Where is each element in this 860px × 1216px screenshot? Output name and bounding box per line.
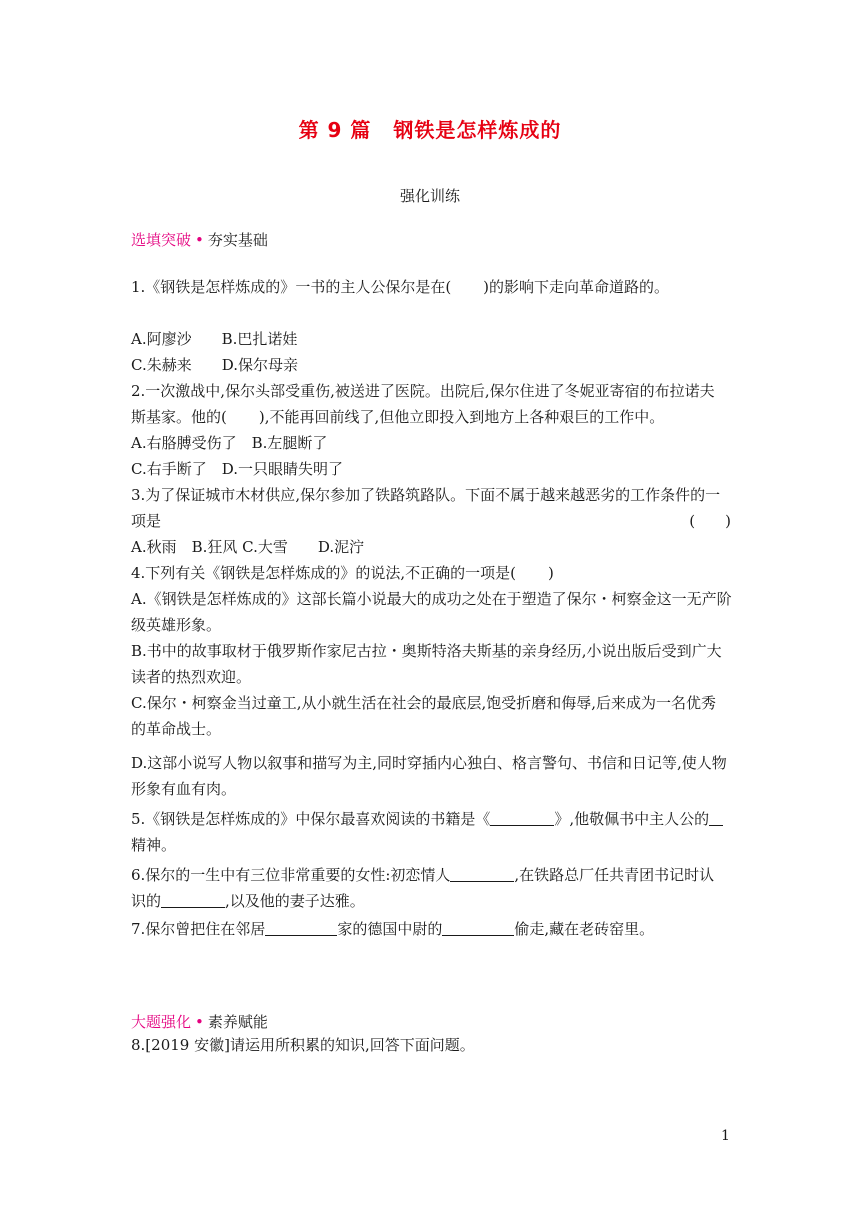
q6-text-end: ,以及他的妻子达雅。: [225, 892, 365, 910]
question-4-option-c-line-2: 的革命战士。: [131, 720, 222, 738]
section-heading-basics: [131, 229, 268, 250]
section-label: 素养赋能: [207, 1013, 268, 1031]
subtitle: 强化训练: [399, 187, 460, 205]
fill-blank[interactable]: [709, 811, 723, 826]
question-8: 8.[2019 安徽]请运用所积累的知识,回答下面问题。: [131, 1036, 475, 1054]
question-1-stem: [131, 277, 731, 297]
page-title: [0, 114, 860, 143]
question-4-option-d-line-1: D.这部小说写人物以叙事和描写为主,同时穿插内心独白、格言警句、书信和日记等,使人物: [131, 754, 727, 772]
q6-text-middle: ,在铁路总厂任共青团书记时认: [514, 866, 715, 884]
section-heading-advanced: [131, 1011, 268, 1032]
question-3-options: A.秋雨 B.狂风 C.大雪 D.泥泞: [131, 538, 365, 556]
question-2-line-2: [131, 407, 731, 427]
q3-line2-text: 项是: [131, 512, 162, 530]
question-4-option-c-line-1: C.保尔・柯察金当过童工,从小就生活在社会的最底层,饱受折磨和侮辱,后来成为一名优秀: [131, 694, 717, 712]
question-4-option-b-line-1: B.书中的故事取材于俄罗斯作家尼古拉・奥斯特洛夫斯基的亲身经历,小说出版后受到广大: [131, 642, 722, 660]
fill-blank[interactable]: [161, 893, 225, 908]
question-5-line-1: [131, 809, 731, 829]
question-3-line-1: 3.为了保证城市木材供应,保尔参加了铁路筑路队。下面不属于越来越恶劣的工作条件的一: [131, 486, 721, 504]
q7-text-start: 7.保尔曾把住在邻居: [131, 920, 266, 938]
q7-text-middle: 家的德国中尉的: [337, 920, 443, 938]
q1-stem-start: 1.《钢铁是怎样炼成的》一书的主人公保尔是在(: [131, 278, 452, 296]
section-accent: 选填突破: [131, 231, 192, 249]
question-1-options-ab: A.阿廖沙 B.巴扎诺娃: [131, 330, 298, 348]
bullet-dot: •: [195, 231, 204, 249]
q2-line2-start: 斯基家。他的(: [131, 408, 227, 426]
bullet-dot: •: [195, 1013, 204, 1031]
q6-text-start: 6.保尔的一生中有三位非常重要的女性:初恋情人: [131, 866, 451, 884]
title-part1: 第 9 篇: [298, 118, 372, 142]
question-6-line-1: [131, 865, 731, 885]
question-4-option-a-line-2: 级英雄形象。: [131, 616, 222, 634]
fill-blank[interactable]: [265, 921, 337, 936]
q7-text-end: 偷走,藏在老砖窑里。: [514, 920, 655, 938]
question-1-options-cd: C.朱赫来 D.保尔母亲: [131, 356, 298, 374]
question-3-line-2: [131, 511, 731, 531]
answer-parentheses: ( ): [689, 512, 731, 530]
q5-text-middle: 》,他敬佩书中主人公的: [554, 810, 710, 828]
page-number: 1: [721, 1128, 730, 1144]
fill-blank[interactable]: [450, 867, 514, 882]
question-2-options-ab: A.右胳膊受伤了 B.左腿断了: [131, 434, 328, 452]
fill-blank[interactable]: [490, 811, 554, 826]
q1-stem-end: )的影响下走向革命道路的。: [483, 278, 670, 296]
title-part2: 钢铁是怎样炼成的: [393, 118, 562, 142]
question-4-option-d-line-2: 形象有血有肉。: [131, 780, 237, 798]
question-5-line-2: 精神。: [131, 836, 177, 854]
section-accent: 大题强化: [131, 1013, 192, 1031]
question-4-stem: [131, 563, 731, 583]
q4-stem-end: ): [547, 564, 554, 582]
q5-text-start: 5.《钢铁是怎样炼成的》中保尔最喜欢阅读的书籍是《: [131, 810, 491, 828]
section-label: 夯实基础: [207, 231, 268, 249]
question-4-option-a-line-1: A.《钢铁是怎样炼成的》这部长篇小说最大的成功之处在于塑造了保尔・柯察金这一无产阶: [131, 590, 732, 608]
question-2-options-cd: C.右手断了 D.一只眼睛失明了: [131, 460, 343, 478]
q6-text-c: 识的: [131, 892, 162, 910]
question-6-line-2: [131, 891, 731, 911]
q4-stem-start: 4.下列有关《钢铁是怎样炼成的》的说法,不正确的一项是(: [131, 564, 516, 582]
question-4-option-b-line-2: 读者的热烈欢迎。: [131, 668, 252, 686]
question-2-line-1: 2.一次激战中,保尔头部受重伤,被送进了医院。出院后,保尔住进了冬妮亚寄宿的布拉诺夫: [131, 382, 715, 400]
fill-blank[interactable]: [442, 921, 514, 936]
q2-line2-end: ),不能再回前线了,但他立即投入到地方上各种艰巨的工作中。: [258, 408, 665, 426]
question-7: [131, 919, 731, 939]
